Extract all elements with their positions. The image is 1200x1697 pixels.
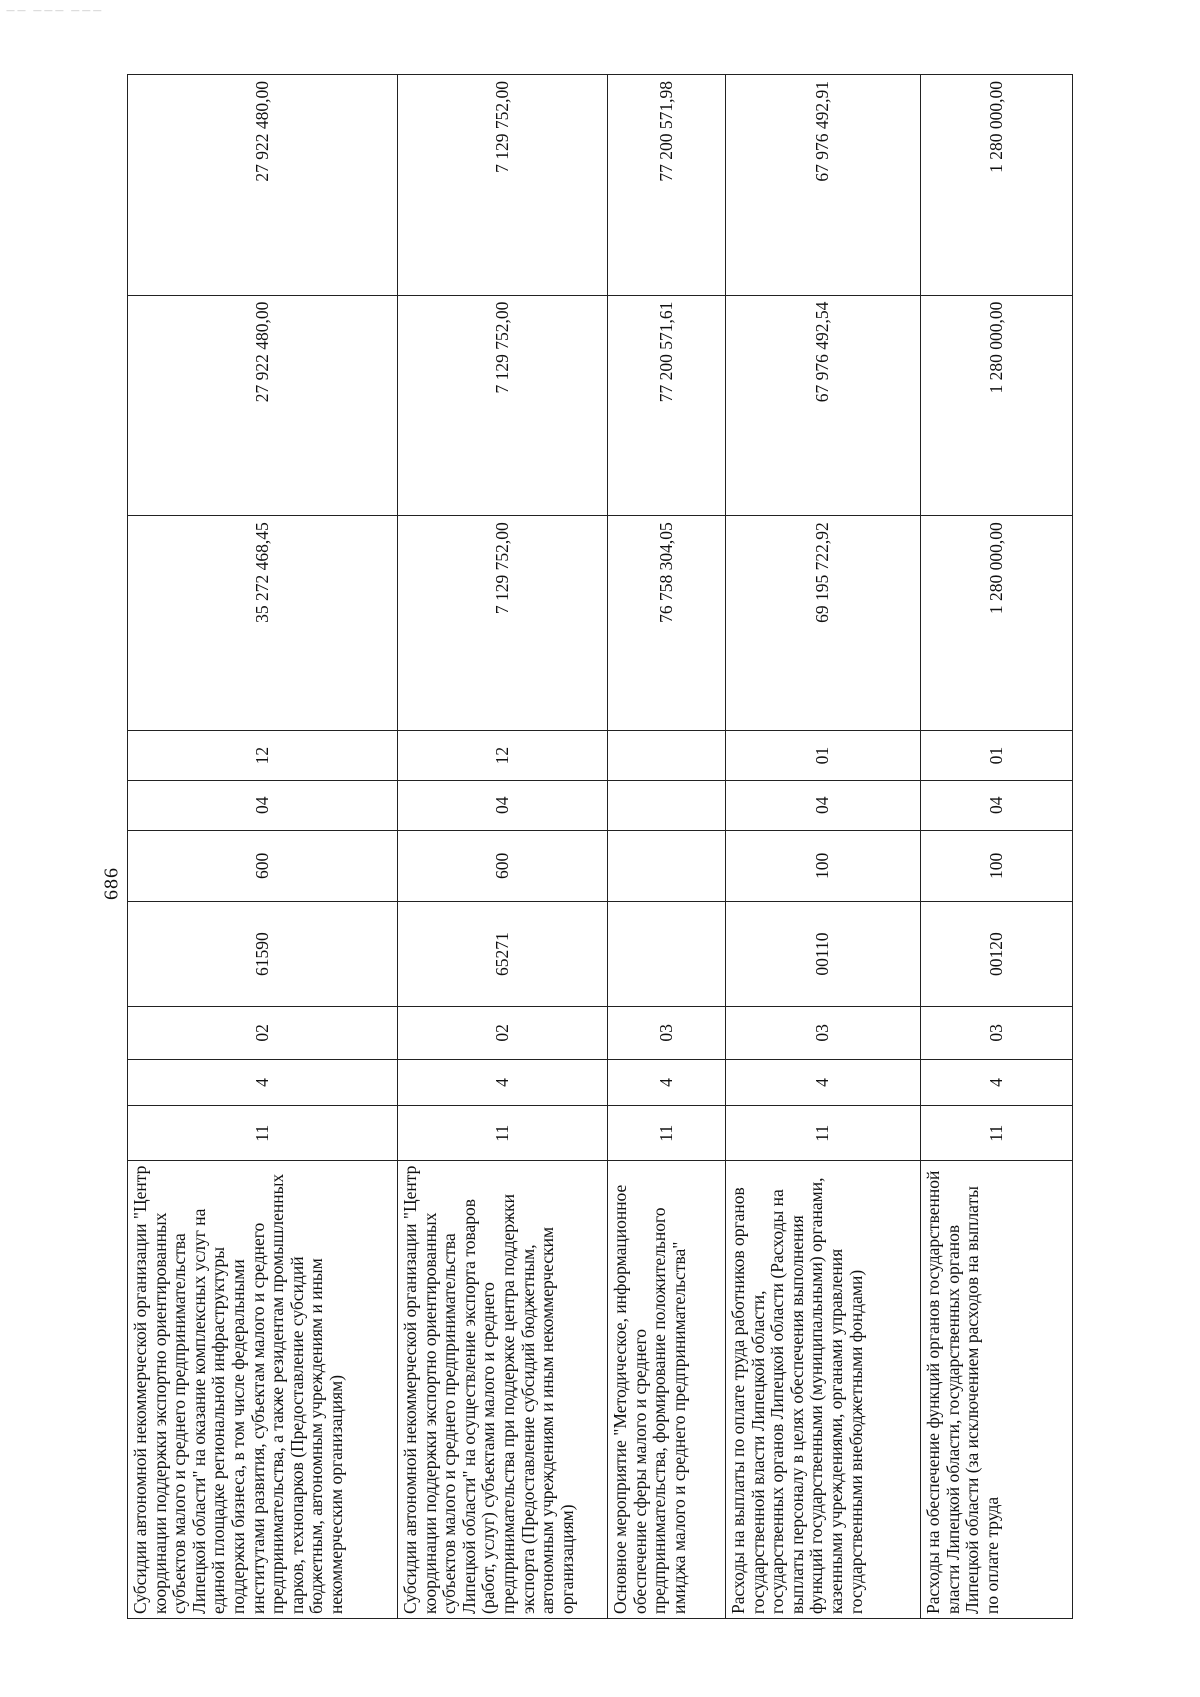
code-cell-3: 03	[608, 1006, 726, 1059]
code-cell-7: 12	[398, 731, 608, 781]
page-number: 686	[100, 867, 123, 900]
code-cell-6	[608, 780, 726, 830]
amount-cell-3: 7 129 752,00	[398, 75, 608, 296]
description-cell: Расходы на выплаты по оплате труда работников органов государственной власти Липецкой области, государственных органов Липецкой области (Расходы на выплаты персоналу в целях обеспечения выполнения функций государственными (муниципальными) органами, казенными учреждениями, органами управления государственными внебюджетными фондами)	[726, 1161, 921, 1619]
code-cell-5	[608, 830, 726, 902]
budget-table-rotated	[127, 74, 1072, 1619]
table-row	[921, 75, 1073, 1619]
amount-cell-1: 35 272 468,45	[128, 516, 398, 731]
amount-cell-3: 77 200 571,98	[608, 75, 726, 296]
code-cell-1: 11	[128, 1106, 398, 1161]
description-cell: Расходы на обеспечение функций органов государственной власти Липецкой области, государственных органов Липецкой области (за исключением расходов на выплаты по оплате труда	[921, 1161, 1073, 1619]
description-cell: Субсидии автономной некоммерческой организации "Центр координации поддержки экспортно ориентированных субъектов малого и среднего предпринимательства Липецкой области" на осуществление экспорта товаров (работ, услуг) субъектами малого и среднего предпринимательства при поддержке центра поддержки экспорта (Предоставление субсидий бюджетным, автономным учреждениям и иным некоммерческим организациям)	[398, 1161, 608, 1619]
code-cell-5: 600	[128, 830, 398, 902]
table-row	[128, 75, 398, 1619]
code-cell-2: 4	[128, 1059, 398, 1105]
amount-cell-2: 27 922 480,00	[128, 295, 398, 516]
code-cell-5: 100	[921, 830, 1073, 902]
description-cell: Субсидии автономной некоммерческой организации "Центр координации поддержки экспортно ориентированных субъектов малого и среднего предпринимательства Липецкой области" на оказание комплексных услуг на единой площадке региональной инфраструктуры поддержки бизнеса, в том числе федеральными институтами развития, субъектам малого и среднего предпринимательства, а также резидентам промышленных парков, технопарков (Предоставление субсидий бюджетным, автономным учреждениям и иным некоммерческим организациям)	[128, 1161, 398, 1619]
table-row	[608, 75, 726, 1619]
amount-cell-2: 77 200 571,61	[608, 295, 726, 516]
code-cell-6: 04	[128, 780, 398, 830]
budget-table	[127, 74, 1073, 1619]
amount-cell-3: 67 976 492,91	[726, 75, 921, 296]
code-cell-2: 4	[398, 1059, 608, 1105]
code-cell-6: 04	[726, 780, 921, 830]
amount-cell-2: 67 976 492,54	[726, 295, 921, 516]
code-cell-4: 00120	[921, 902, 1073, 1007]
code-cell-2: 4	[608, 1059, 726, 1105]
code-cell-4: 61590	[128, 902, 398, 1007]
amount-cell-3: 27 922 480,00	[128, 75, 398, 296]
code-cell-3: 03	[921, 1006, 1073, 1059]
code-cell-3: 02	[128, 1006, 398, 1059]
table-row	[398, 75, 608, 1619]
code-cell-7: 12	[128, 731, 398, 781]
code-cell-6: 04	[921, 780, 1073, 830]
code-cell-1: 11	[726, 1106, 921, 1161]
code-cell-1: 11	[608, 1106, 726, 1161]
code-cell-7: 01	[726, 731, 921, 781]
code-cell-7: 01	[921, 731, 1073, 781]
code-cell-1: 11	[921, 1106, 1073, 1161]
code-cell-4	[608, 902, 726, 1007]
code-cell-6: 04	[398, 780, 608, 830]
amount-cell-2: 7 129 752,00	[398, 295, 608, 516]
code-cell-3: 03	[726, 1006, 921, 1059]
code-cell-3: 02	[398, 1006, 608, 1059]
code-cell-5: 100	[726, 830, 921, 902]
code-cell-1: 11	[398, 1106, 608, 1161]
code-cell-4: 65271	[398, 902, 608, 1007]
code-cell-4: 00110	[726, 902, 921, 1007]
code-cell-5: 600	[398, 830, 608, 902]
amount-cell-1: 76 758 304,05	[608, 516, 726, 731]
amount-cell-1: 7 129 752,00	[398, 516, 608, 731]
code-cell-7	[608, 731, 726, 781]
amount-cell-3: 1 280 000,00	[921, 75, 1073, 296]
amount-cell-1: 1 280 000,00	[921, 516, 1073, 731]
scan-mark: —— ——— ———	[6, 6, 104, 16]
code-cell-2: 4	[726, 1059, 921, 1105]
table-row	[726, 75, 921, 1619]
description-cell: Основное мероприятие "Методическое, информационное обеспечение сферы малого и среднего предпринимательства, формирование положительного имиджа малого и среднего предпринимательства"	[608, 1161, 726, 1619]
code-cell-2: 4	[921, 1059, 1073, 1105]
amount-cell-1: 69 195 722,92	[726, 516, 921, 731]
amount-cell-2: 1 280 000,00	[921, 295, 1073, 516]
